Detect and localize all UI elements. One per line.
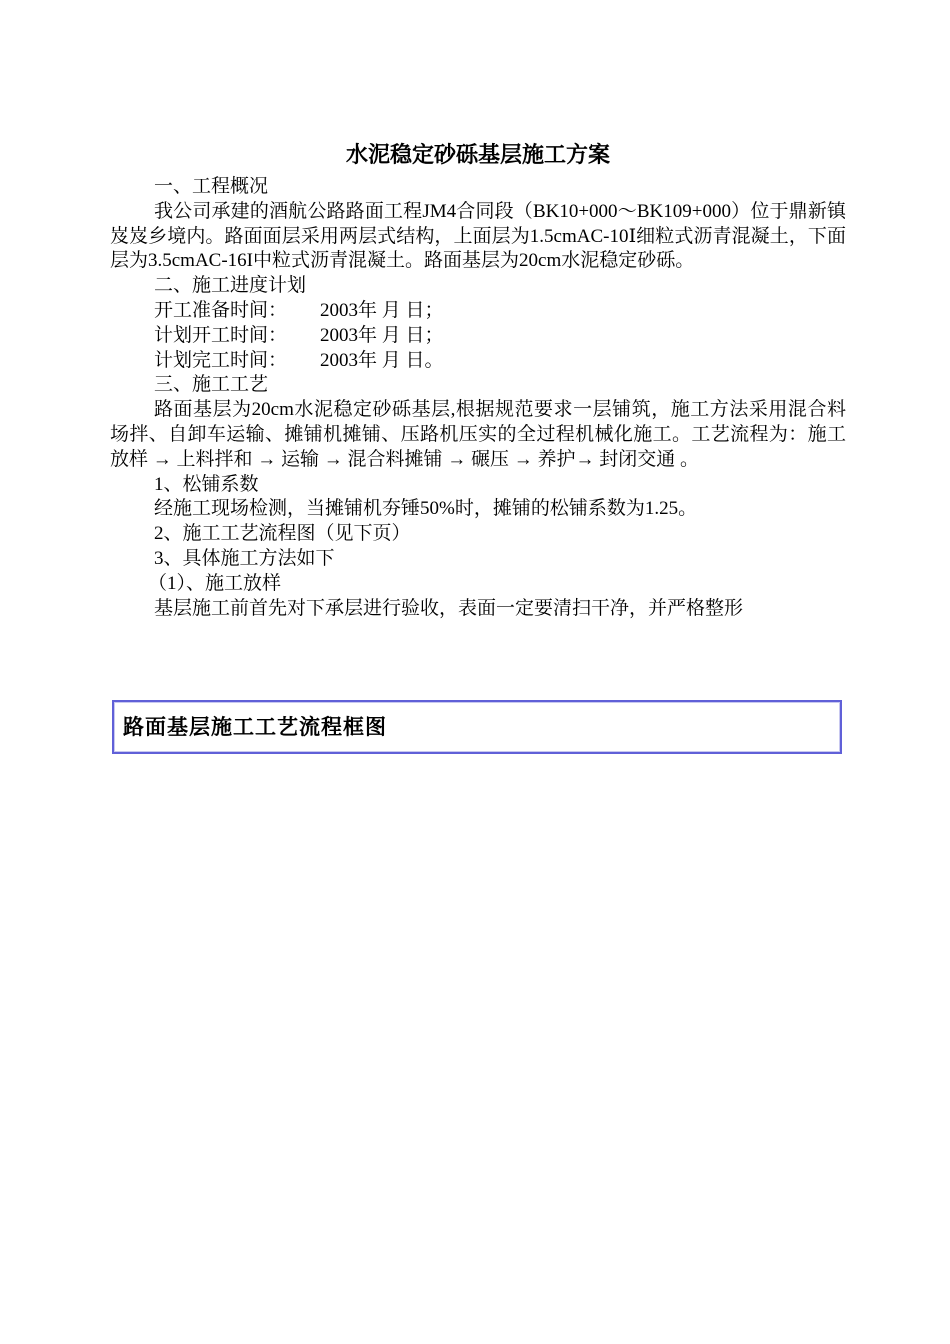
flowchart-title-box <box>112 700 842 754</box>
schedule-value: 2003年 月 日； <box>320 299 444 321</box>
schedule-label: 计划完工时间： <box>154 349 288 371</box>
item-heading-methods: 3、具体施工方法如下 <box>154 547 335 569</box>
process-paragraph: 路面基层为20cm水泥稳定砂砾基层,根据规范要求一层铺筑，施工方法采用混合料场拌、自卸车运输、摊铺机摊铺、压路机压实的全过程机械化施工。工艺流程为：施工放样 → 上料拌和 → 运输 → 混合料摊铺 → 碾压 → 养护→ 封闭交通 。 <box>110 399 846 470</box>
schedule-value: 2003年 月 日； <box>320 324 444 346</box>
schedule-value: 2003年 月 日。 <box>320 349 444 371</box>
schedule-row <box>110 324 846 349</box>
document-title: 水泥稳定砂砾基层施工方案 <box>345 142 610 167</box>
flowchart-title: 路面基层施工工艺流程框图 <box>123 715 387 739</box>
schedule-row <box>110 299 846 324</box>
loose-coefficient-text: 经施工现场检测，当摊铺机夯锤50%时，摊铺的松铺系数为1.25。 <box>154 498 698 520</box>
section-heading-schedule: 二、施工进度计划 <box>154 275 307 297</box>
section-heading-process: 三、施工工艺 <box>154 374 269 396</box>
schedule-label: 计划开工时间： <box>154 324 288 346</box>
schedule-row <box>110 349 846 374</box>
overview-paragraph: 我公司承建的酒航公路路面工程JM4合同段（BK10+000～BK109+000）位于鼎新镇岌岌乡境内。路面面层采用两层式结构，上面层为1.5cmAC-10Ⅰ细粒式沥青混凝土，下面层为3.5cmAC-16I中粒式沥青混凝土。路面基层为20cm水泥稳定砂砾。 <box>110 200 846 272</box>
subitem-heading-layout: （1）、施工放样 <box>148 572 282 594</box>
layout-text: 基层施工前首先对下承层进行验收，表面一定要清扫干净，并严格整形 <box>154 597 744 619</box>
schedule-label: 开工准备时间： <box>154 299 288 321</box>
document-body <box>110 138 846 621</box>
item-heading-flowchart: 2、施工工艺流程图（见下页） <box>154 523 411 545</box>
item-heading-loose-coefficient: 1、松铺系数 <box>154 473 259 495</box>
section-heading-overview: 一、工程概况 <box>154 176 269 197</box>
